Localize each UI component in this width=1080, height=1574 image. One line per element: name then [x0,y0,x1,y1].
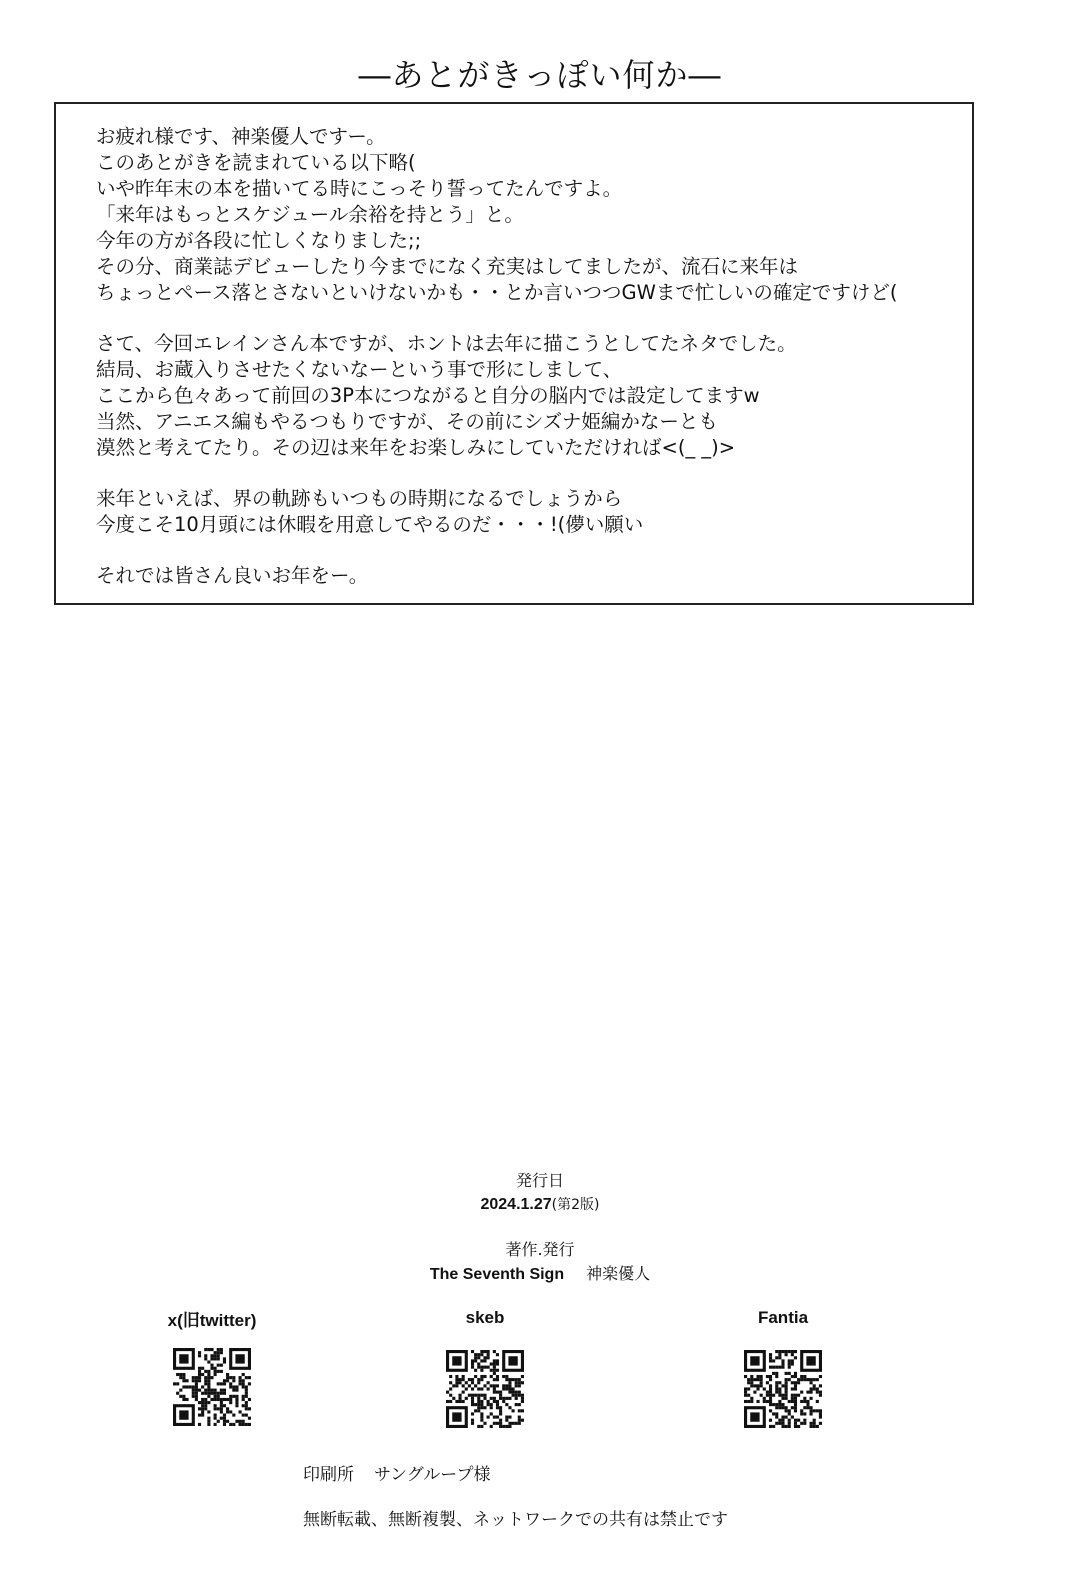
afterword-box [54,102,974,605]
author-label: 著作.発行 [505,1240,575,1259]
printer-name: サングループ様 [374,1465,491,1485]
issue-date-line [0,1194,1080,1214]
afterword-line: ここから色々あって前回の3P本につながると自分の脳内では設定してますw [96,384,760,407]
fantia-label: Fantia [757,1308,809,1327]
afterword-line: ちょっとペース落とさないといけないかも・・とか言いつつGWまで忙しいの確定ですけど( [96,281,898,304]
afterword-paragraph-1 [96,124,942,306]
afterword-line: 今度こそ10月頭には休暇を用意してやるのだ・・・!(儚い願い [96,513,644,536]
afterword-paragraph-2 [96,331,942,461]
skeb-label: skeb [465,1308,505,1327]
copyright-notice: 無断転載、無断複製、ネットワークでの共有は禁止です [303,1510,728,1530]
afterword-line: さて、今回エレインさん本ですが、ホントは去年に描こうとしてたネタでした。 [96,332,797,355]
printer-line [303,1460,490,1485]
afterword-line: 結局、お蔵入りさせたくないなーという事で形にしまして、 [96,358,623,381]
author-line [0,1261,1080,1284]
issue-edition: (第2版) [551,1197,600,1213]
afterword-line: 来年といえば、界の軌跡もいつもの時期になるでしょうから [96,487,623,510]
afterword-paragraph-4 [96,563,942,589]
qr-code-icon[interactable] [446,1350,524,1428]
afterword-line: 今年の方が各段に忙しくなりました;; [96,229,422,252]
afterword-line: それでは皆さん良いお年をー。 [96,564,369,587]
qr-code-icon[interactable] [173,1348,251,1426]
circle-name: The Seventh Sign [429,1266,565,1283]
issue-label: 発行日 [515,1171,564,1190]
printer-label: 印刷所 [303,1465,354,1485]
afterword-line: 「来年はもっとスケジュール余裕を持とう」と。 [96,203,524,226]
author-name: 神楽優人 [586,1264,651,1283]
afterword-line: いや昨年末の本を描いてる時にこっそり誓ってたんですよ。 [96,177,623,200]
issue-date: 2024.1.27 [480,1196,552,1213]
page-title: ―あとがきっぽい何か― [358,56,722,94]
qr-code-icon[interactable] [744,1350,822,1428]
afterword-line: お疲れ様です、神楽優人ですー。 [96,125,386,148]
skeb-link[interactable] [405,1308,565,1428]
afterword-line: その分、商業誌デビューしたり今までになく充実はしてましたが、流石に来年は [96,255,799,278]
fantia-link[interactable] [703,1308,863,1428]
x-twitter-label: x(旧twitter) [167,1311,257,1330]
afterword-line: 漠然と考えてたり。その辺は来年をお楽しみにしていただければ<(_ _)> [96,436,736,459]
afterword-paragraph-3 [96,486,942,538]
afterword-line: 当然、アニエス編もやるつもりですが、その前にシズナ姫編かなーとも [96,410,718,433]
afterword-line: このあとがきを読まれている以下略( [96,151,416,174]
x-twitter-link[interactable] [132,1306,292,1426]
